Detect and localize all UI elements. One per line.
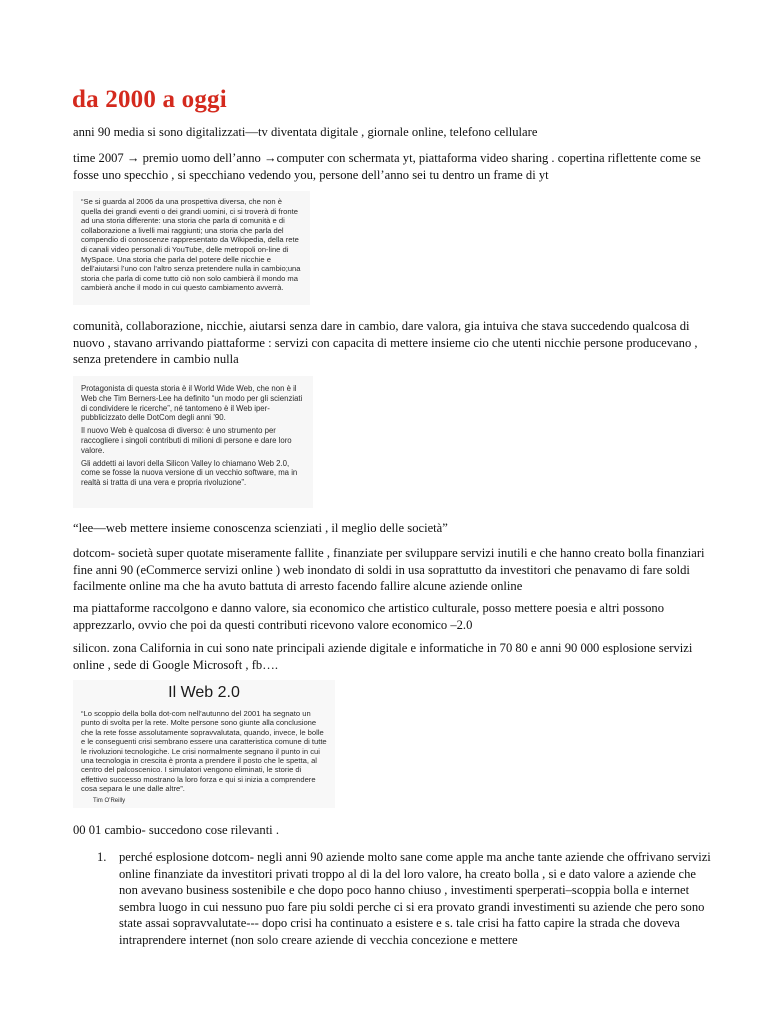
quote-image-www-para-3: Gli addetti ai lavori della Silicon Valley lo chiamano Web 2.0, come se fosse la nuova versione di un vecchio software, ma in realtà si tratta di una vera e propria rivoluzione”.: [81, 458, 298, 488]
numbered-list: [73, 849, 713, 948]
quote-image-web-2-0-heading: Il Web 2.0: [168, 684, 240, 701]
quote-image-www-para-1: Protagonista di questa storia è il World Wide Web, che non è il Web che Tim Berners-Lee ha definito “un modo per gli scienziati di condividere le ricerche”, né tantomeno è il Web iper-pubblicizzato delle DotCom degli anni ’90.: [81, 384, 303, 423]
quote-image-www-para-2: Il nuovo Web è qualcosa di diverso: è uno strumento per raccogliere i singoli contributi di milioni di persone e dare loro valore.: [81, 426, 292, 455]
quote-image-2006: [73, 191, 310, 305]
list-item: [73, 849, 713, 948]
quote-image-web-2-0: [73, 680, 335, 808]
list-item-text: perché esplosione dotcom- negli anni 90 aziende molto sane come apple ma anche tante aziende che offrivano servizi online finanziate da investitori privati troppo al di la del loro valore, ha creato bolla , si e dato valore a aziende che non avevano business sostenibile e che dopo poco hanno chiuso , investimenti sperperati–scoppia bolla e internet sembra luogo in cui nessuno puo fare piu soldi perche ci si era provato grandi investimenti su aziende che pero sono state assai sopravvalutate--- dopo crisi ha continuato a esistere e s. tale crisi ha fatto capire la strada che doveva intraprendere internet (non solo creare aziende di vecchia concezione e mettere: [119, 850, 711, 947]
paragraph-silicon-valley: silicon. zona California in cui sono nate principali aziende digitale e informatiche in 70 80 e anni 90 000 esplosione servizi online , sede di Google Microsoft , fb….: [73, 641, 693, 672]
paragraph-media-digitalization: anni 90 media si sono digitalizzati—tv diventata digitale , giornale online, telefono cellulare: [73, 125, 538, 139]
quote-image-world-wide-web: [73, 376, 313, 508]
paragraph-lee-quote: “lee—web mettere insieme conoscenza scienziati , il meglio delle società”: [73, 521, 448, 535]
paragraph-community: comunità, collaborazione, nicchie, aiutarsi senza dare in cambio, dare valora, gia intuiva che stava succedendo qualcosa di nuovo , stavano arrivando piattaforme : servizi con capacita di mettere insieme cio che utenti nicchie persone producevano , senza pretendere in cambio nulla: [73, 319, 698, 366]
list-item-number: 1.: [97, 850, 107, 864]
paragraph-00-01-change: 00 01 cambio- succedono cose rilevanti .: [73, 823, 279, 837]
quote-image-web-2-0-author: Tim O’Reilly: [93, 797, 126, 804]
paragraph-time-2007: time 2007 → premio uomo dell’anno →computer con schermata yt, piattaforma video sharing . copertina riflettente come se fosse uno specchio , si specchiano vedendo you, persone dell’anno sei tu dentro un frame di yt: [73, 151, 701, 182]
paragraph-dotcom: dotcom- società super quotate miseramente fallite , finanziate per sviluppare servizi inutili e che hanno creato bolla finanziari fine anni 90 (eCommerce servizi online ) web inondato di soldi in usa soprattutto da investitori che penavamo di fare soldi facilmente online ma che ha avuto battuta di arresto facendo fallire alcune aziende online: [73, 546, 705, 593]
paragraph-platforms-value: ma piattaforme raccolgono e danno valore, sia economico che artistico culturale, posso mettere poesia e altri possono apprezzarlo, ovvio che poi da questi contributi ricevono valore economico –2.0: [73, 601, 664, 632]
page-title: da 2000 a oggi: [72, 86, 227, 113]
quote-image-web-2-0-text: “Lo scoppio della bolla dot-com nell’autunno del 2001 ha segnato un punto di svolta per la rete. Molte persone sono giunte alla conclusione che la rete fosse assolutamente sopravvalutata, quando, invece, le bolle e le conseguenti crisi sembrano essere una caratteristica comune di tutte le rivoluzioni tecnologiche. Le crisi normalmente segnano il punto in cui una tecnologia in crescita è pronta a prendere il posto che le spetta, al centro del palcoscenico. I simulatori vengono eliminati, le storie di effettivo successo mostrano la loro forza e qui si inizia a comprendere cosa separa le une dalle altre”.: [81, 709, 327, 794]
quote-image-2006-text: “Se si guarda al 2006 da una prospettiva diversa, che non è quella dei grandi eventi o dei grandi uomini, ci si troverà di fronte ad una storia differente: una storia che parla di comunità e di collaborazione a livelli mai raggiunti; una storia che parla del compendio di conoscenze rappresentato da Wikipedia, della rete di canali video personali di YouTube, delle metropoli on-line di MySpace. Una storia che parla del potere delle nicchie e dell’aiutarsi l’uno con l’altro senza pretendere nulla in cambio;una storia che parla di come tutto ciò non solo cambierà il mondo ma cambierà anche il modo in cui questo cambiamento avverrà.: [81, 197, 301, 293]
